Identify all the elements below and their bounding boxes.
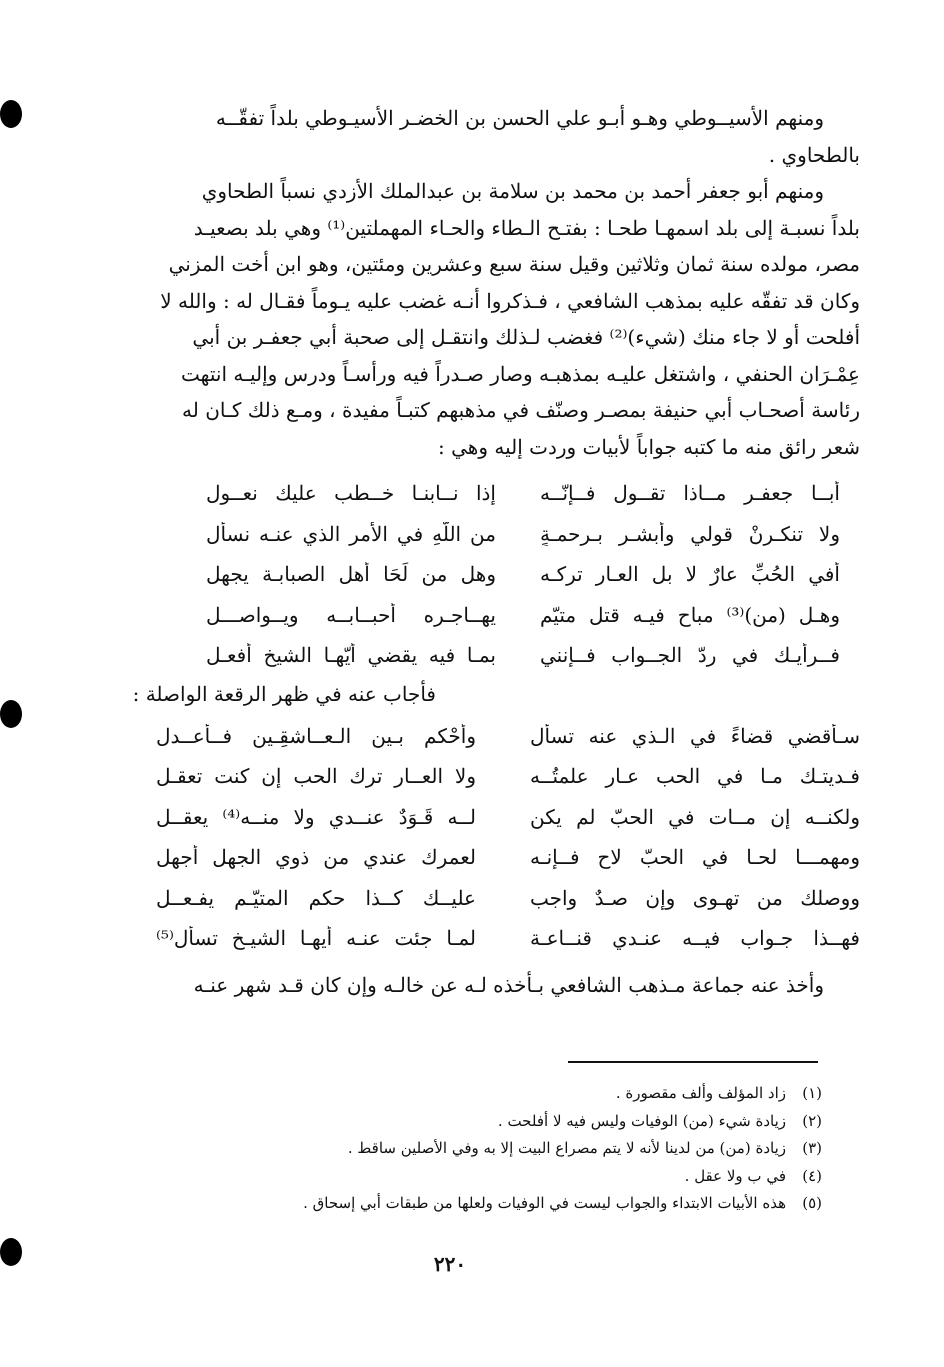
footnote-separator	[568, 1061, 818, 1063]
text-line: وأخذ عنه جماعة مـذهب الشافعي بـأخذه لـه عن خالـه وإن كان قـد شهر عنـه	[193, 972, 824, 997]
poem-first-hemistich: أفي الحُبِّ عارٌ لا بل العـار تركـه	[540, 562, 840, 587]
paragraph-asyuti	[70, 100, 860, 173]
poem-verse	[70, 473, 860, 514]
page-body	[70, 100, 860, 1003]
poem-question	[70, 473, 860, 676]
poem-second-hemistich: لمـا جئت عنـه أيهـا الشيـخ تسأل⁽⁵⁾	[156, 926, 476, 951]
text-line: أفلحت أو لا جاء منك (شيء)⁽²⁾ فغضب لـذلك وانتقـل إلى صحبة أبي جعفـر بن أبي	[192, 325, 860, 349]
reply-heading: فأجاب عنه في ظهر الرقعة الواصلة :	[132, 681, 436, 706]
text-line: شعر رائق منه ما كتبه جواباً لأبيات وردت إليه وهي :	[438, 434, 860, 459]
poem-first-hemistich: فــرأيـك في ردّ الجــواب فــإنني	[540, 643, 840, 668]
poem-first-hemistich: أبــا جعفـر مــاذا تقــول فــإنّــه	[540, 481, 840, 506]
poem-first-hemistich: ووصلك من تهـوى وإن صـدٌ واجب	[530, 885, 860, 910]
footnote-number: (٣)	[802, 1139, 822, 1157]
poem-first-hemistich: ولكنــه إن مــات في الحبّ لم يكن	[530, 804, 860, 829]
footnote-number: (٥)	[802, 1194, 822, 1212]
poem-second-hemistich: وهل من لَحَا أهل الصبابـة يجهل	[206, 562, 496, 587]
footnote-text: زيادة (من) من لدينا لأنه لا يتم مصراع البيت إلا به وفي الأصلين ساقط .	[347, 1139, 786, 1157]
footnote-number: (٢)	[802, 1111, 822, 1130]
poem-reply	[70, 716, 860, 959]
footnote-number: (٤)	[802, 1166, 822, 1185]
footnote-text: زيادة شيء (من) الوفيات وليس فيه لا أفلحت .	[497, 1111, 786, 1130]
poem-second-hemistich: وأحْكم بـين الـعــاشقِـين فــأعــدل	[156, 723, 476, 748]
binder-hole-top	[0, 100, 22, 128]
poem-second-hemistich: إذا نــابنـا خــطب عليك نعــول	[206, 481, 496, 506]
poem-second-hemistich: لــه قَـوَدٌ عنــدي ولا منــه⁽⁴⁾ يعقــل	[156, 804, 476, 829]
footnotes	[200, 1080, 822, 1218]
text-line: وكان قد تفقّه عليه بمذهب الشافعي ، فـذكروا أنـه غضب عليه يـوماً فقـال له : والله لا	[160, 288, 860, 313]
poem-second-hemistich: لعمرك عندي من ذوي الجهل أجهل	[156, 845, 476, 870]
poem-first-hemistich: فهــذا جـواب فيــه عنـدي قنــاعـة	[530, 926, 860, 951]
text-line: ومنهم الأسيــوطي وهـو أبـو علي الحسن بن الخضـر الأسيـوطي بلداً تفقّــه	[215, 106, 824, 130]
binder-hole-bottom	[0, 1238, 22, 1266]
paragraph-tahawi	[70, 173, 860, 465]
poem-first-hemistich: وهـل (من)⁽³⁾ مباح فيـه قتل متيّم	[540, 602, 840, 627]
text-line: بلداً نسبـة إلى بلد اسمهـا طحـا : بفتـح الـطاء والحـاء المهملتين⁽¹⁾ وهي بلد بصعيـد	[193, 215, 860, 240]
poem-verse	[70, 837, 860, 878]
poem-verse	[70, 554, 860, 595]
poem-verse	[70, 918, 860, 959]
footnote	[200, 1080, 822, 1108]
poem-verse	[70, 635, 860, 676]
poem-second-hemistich: من اللّهِ في الأمر الذي عنـه نسأل	[206, 521, 496, 546]
footnote	[200, 1135, 822, 1163]
poem-first-hemistich: سـأقضي قضاءً في الـذي عنه تسأل	[530, 723, 860, 748]
poem-verse	[70, 514, 860, 555]
text-line: رئاسة أصحـاب أبي حنيفة بمصـر وصنّف في مذهبهم كتبـاً مفيدة ، ومـع ذلك كـان له	[182, 398, 860, 422]
poem-verse	[70, 878, 860, 919]
poem-second-hemistich: عليــك كــذا حكم المتيّـم يفـعــل	[156, 885, 476, 910]
poem-verse	[70, 716, 860, 757]
footnote	[200, 1163, 822, 1191]
poem-second-hemistich: ولا العــار ترك الحب إن كنت تعقـل	[156, 764, 476, 789]
page-number: ٢٢٠	[433, 1252, 467, 1276]
poem-first-hemistich: ومهمـــا لحـا في الحبّ لاحٍ فــإنـه	[530, 845, 860, 870]
footnote-text: في ب ولا عقل .	[684, 1166, 786, 1185]
footnote	[200, 1108, 822, 1136]
poem-second-hemistich: يهــاجـره أحبــابــه ويــواصـــل	[206, 602, 496, 627]
poem-first-hemistich: فـديتـك مـا في الحب عـار علمتُــه	[530, 764, 860, 789]
poem-first-hemistich: ولا تنكـرنْ قولي وأبشـر بـرحمـةٍ	[540, 521, 840, 546]
poem-second-hemistich: بمـا فيه يقضي أيّهـا الشيخ أفعـل	[206, 643, 496, 668]
footnote-text: هذه الأبيات الابتداء والجواب ليست في الوفيات ولعلها من طبقات أبي إسحاق .	[303, 1194, 786, 1212]
text-line: ومنهم أبو جعفر أحمد بن محمد بن سلامة بن عبدالملك الأزدي نسباً الطحاوي	[201, 179, 824, 203]
footnote-text: زاد المؤلف وألف مقصورة .	[615, 1084, 786, 1102]
text-line: مصر، مولده سنة ثمان وثلاثين وقيل سنة سبع وعشرين ومئتين، وهو ابن أخت المزني	[168, 252, 860, 276]
poem-verse	[70, 797, 860, 838]
poem-verse	[70, 756, 860, 797]
poem-verse	[70, 595, 860, 636]
text-line: عِمْـرَان الحنفي ، واشتغل عليـه بمذهبـه وصار صـدراً فيه ورأسـاً ودرس وإليـه انتهت	[181, 361, 860, 386]
paragraph-bottom	[70, 967, 860, 1004]
footnote	[200, 1190, 822, 1218]
binder-hole-middle	[0, 700, 22, 728]
text-line: بالطحاوي .	[768, 142, 860, 167]
footnote-number: (١)	[802, 1084, 822, 1102]
